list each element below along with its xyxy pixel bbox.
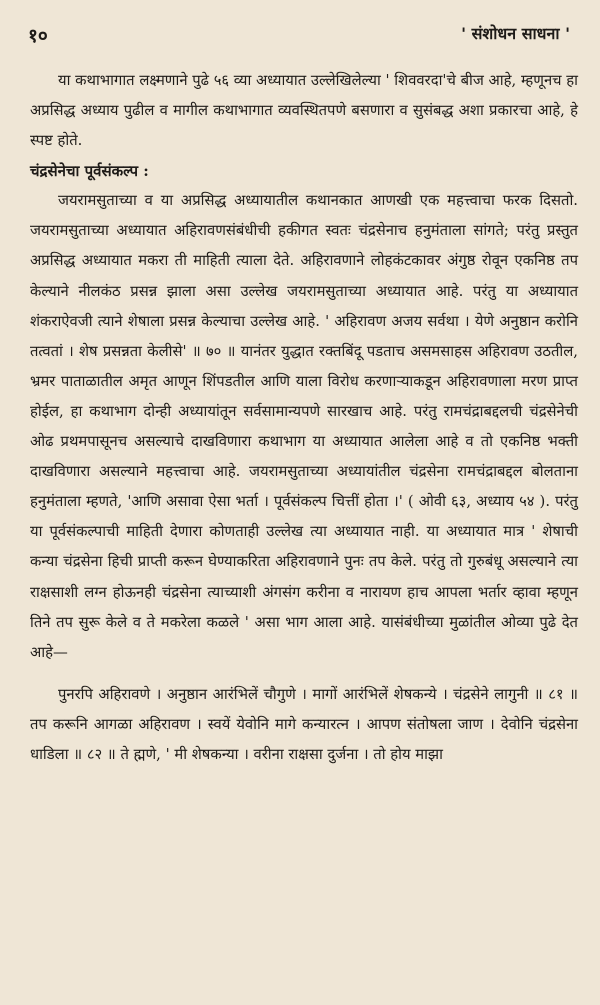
page-body: [30, 66, 578, 785]
section-heading: चंद्रसेनेचा पूर्वसंकल्प :: [30, 162, 149, 181]
page-header: [0, 18, 600, 52]
paragraph: या कथाभागात लक्ष्मणाने पुढे ५६ व्या अध्यायात उल्लेखिलेल्या ' शिववरदा'चे बीज आहे, म्हणूनच हा अप्रसिद्ध अध्याय पुढील व मागील कथाभागात व्यवस्थितपणे बसणारा व सुसंबद्ध अशा प्रकारचा आहे, हे स्पष्ट होते.: [30, 72, 578, 150]
paragraph: जयरामसुताच्या व या अप्रसिद्ध अध्यायातील कथानकात आणखी एक महत्त्वाचा फरक दिसतो. जयरामसुताच्या अध्यायात अहिरावणसंबंधीची हकीगत स्वतः चंद्रसेनाच हनुमंताला सांगते; परंतु प्रस्तुत अप्रसिद्ध अध्यायात मकरा ती माहिती त्याला देते. अहिरावणाने लोहकंटकावर अंगुष्ठ रोवून एकनिष्ठ तप केल्याने नीलकंठ प्रसन्न झाला असा उल्लेख जयरामसुताच्या अध्यायात आहे. परंतु या अध्यायात शंकराऐवजी त्याने शेषाला प्रसन्न केल्याचा उल्लेख आहे. ' अहिरावण अजय सर्वथा । येणे अनुष्ठान करोनि तत्वतां । शेष प्रसन्नता केलीसे' ॥ ७० ॥ यानंतर युद्धात रक्तबिंदू पडताच असमसाहस अहिरावण उठतील, भ्रमर पाताळातील अमृत आणून शिंपडतील आणि याला विरोध करणाऱ्याकडून अहिरावणाला मरण प्राप्त होईल, हा कथाभाग दोन्ही अध्यायांतून सर्वसामान्यपणे सारखाच आहे. परंतु रामचंद्राबद्दलची चंद्रसेनेची ओढ प्रथमपासूनच असल्याचे दाखविणारा कथाभाग या अध्यायात आलेला आहे व तो एकनिष्ठ भक्ती दाखविणारा असल्याने महत्त्वाचा आहे. जयरामसुताच्या अध्यायांतील चंद्रसेना रामचंद्राबद्दल बोलताना हनुमंताला म्हणते, 'आणि असावा ऐसा भर्ता । पूर्वसंकल्प चित्तीं होता ।' ( ओवी ६३, अध्याय ५४ ). परंतु या पूर्वसंकल्पाची माहिती देणारा कोणताही उल्लेख त्या अध्यायात नाही. या अध्यायात मात्र ' शेषाची कन्या चंद्रसेना हिची प्राप्ती करून घेण्याकरिता अहिरावणाने पुनः तप केले. परंतु तो गुरुबंधू असल्याने त्या राक्षसाशी लग्न होऊनही चंद्रसेना त्याच्याशी अंगसंग करीना व नारायण हाच आपला भर्तार व्हावा म्हणून तिने तप सुरू केले व ते मकरेला कळले ' असा भाग आला आहे. यासंबंधीच्या मुळांतील ओव्या पुढे देत आहे—: [30, 192, 578, 661]
page-number: १०: [28, 25, 48, 47]
verse-block: पुनरपि अहिरावणे । अनुष्ठान आरंभिलें चौगुणे । मागों आरंभिलें शेषकन्ये । चंद्रसेने लागुनी ॥ ८१ ॥ तप करूनि आगळा अहिरावण । स्वयें येवोनि मागे कन्यारत्न । आपण संतोषला जाण । देवोनि चंद्रसेना धाडिला ॥ ८२ ॥ ते ह्मणे, ' मी शेषकन्या । वरीना राक्षसा दुर्जना । तो होय माझा: [30, 685, 578, 763]
running-title: ' संशोधन साधना ': [461, 24, 570, 43]
